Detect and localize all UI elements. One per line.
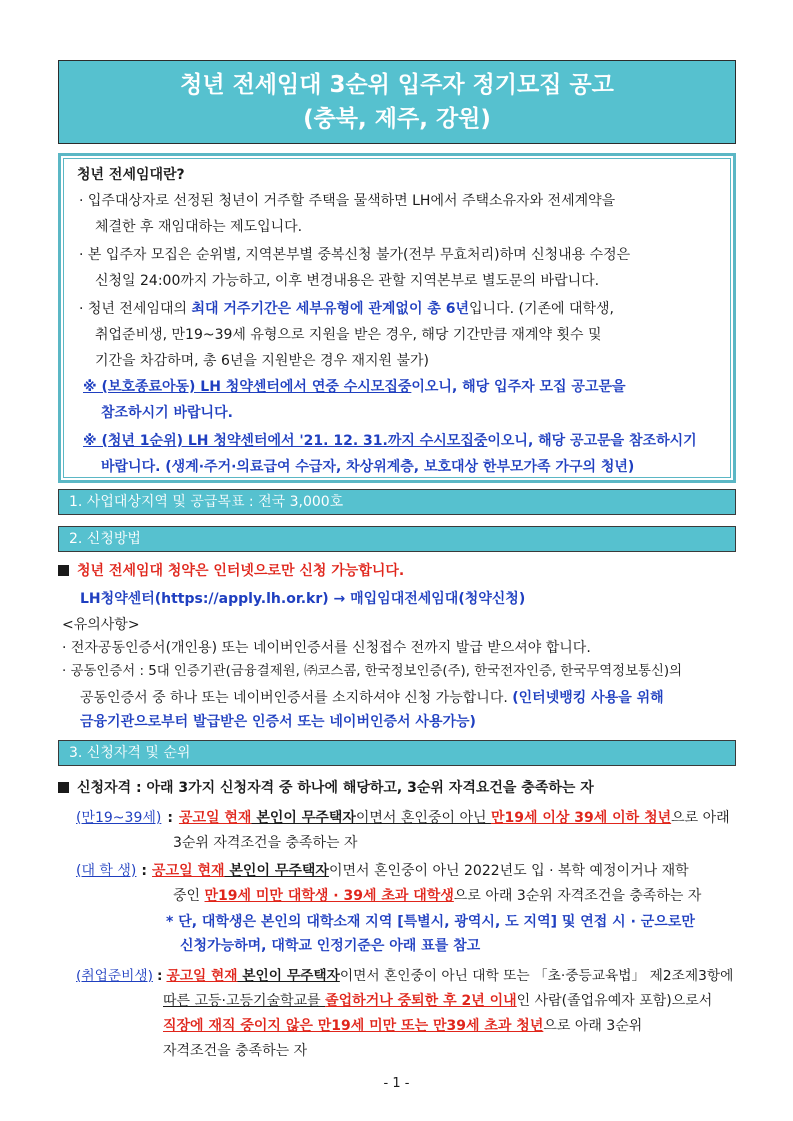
note-2-highlight: (인터넷뱅킹 사용을 위해 [512, 690, 664, 706]
univ-text: 이면서 혼인중이 아닌 2022년도 입 · 복학 예정이거나 재학 [328, 863, 689, 879]
section-2-header: 2. 신청방법 [58, 526, 736, 552]
section-3-bullet [58, 776, 594, 800]
univ-star-line-2: 신청가능하며, 대학교 인정기준은 아래 표를 참고 [180, 938, 481, 954]
intro-p3-prefix: · 청년 전세임대의 [79, 301, 192, 317]
square-bullet-icon [58, 782, 69, 793]
age-row-line-2: 3순위 자격조건을 충족하는 자 [173, 835, 358, 851]
eligibility-summary: 신청자격 : 아래 3가지 신청자격 중 하나에 해당하고, 3순위 자격요건을 충족하는 자 [77, 780, 594, 796]
intro-p1-line-1: · 입주대상자로 선정된 청년이 거주할 주택을 물색하면 LH에서 주택소유자와 전세계약을 [79, 193, 616, 209]
notes-heading: <유의사항> [62, 617, 140, 633]
univ-as-of-notice: 공고일 현재 [152, 863, 225, 879]
section-2-bullet [58, 559, 404, 583]
intro-note-1-line-2: 참조하시기 바랍니다. [101, 405, 233, 421]
max-period-highlight: 최대 거주기간은 세부유형에 관계없이 총 6년 [191, 301, 470, 317]
age-text: 이면서 혼인중이 아닌 [355, 810, 491, 826]
intro-note-2-line-1 [83, 428, 697, 454]
univ-star-line-1: * 단, 대학생은 본인의 대학소재 지역 [특별시, 광역시, 도 지역] 및 연접 시 · 군으로만 [166, 914, 695, 930]
note-1: · 전자공동인증서(개인용) 또는 네이버인증서를 신청접수 전까지 발급 받으셔야 합니다. [62, 640, 591, 656]
univ-l2-suffix: 으로 아래 3순위 자격조건을 충족하는 자 [453, 888, 702, 904]
job-homeless: 본인이 무주택자 [237, 968, 340, 984]
intro-note-2-suffix: 이오니, 해당 공고문을 참조하시기 [487, 433, 697, 449]
intro-note-1 [83, 374, 626, 426]
job-l2-suffix: 인 사람(졸업유예자 포함)으로서 [516, 993, 713, 1009]
job-colon: : [156, 968, 163, 984]
online-only-notice: 청년 전세임대 청약은 인터넷으로만 신청 가능합니다. [77, 563, 405, 579]
intro-note-2-line-2: 바랍니다. (생계·주거·의료급여 수급자, 차상위계층, 보호대상 한부모가족 가구의 청년) [101, 459, 635, 475]
job-l3-suffix: 으로 아래 3순위 [543, 1018, 643, 1034]
intro-heading: 청년 전세임대란? [77, 167, 185, 183]
intro-box [58, 153, 736, 483]
univ-colon: : [141, 863, 148, 879]
note-2-line-2-text: 공동인증서 중 하나 또는 네이버인증서를 소지하셔야 신청 가능합니다. [80, 690, 513, 706]
title-line-1: 청년 전세임대 3순위 입주자 정기모집 공고 [180, 72, 614, 98]
job-row-line-4: 자격조건을 충족하는 자 [163, 1043, 308, 1059]
intro-p1-line-2: 체결한 후 재임대하는 제도입니다. [95, 219, 303, 235]
youth-first-rank-note: ※ (청년 1순위) LH 청약센터에서 '21. 12. 31.까지 수시모집중 [83, 433, 488, 449]
job-graduation-highlight: 졸업하거나 중퇴한 후 2년 이내 [325, 993, 517, 1009]
job-as-of-notice: 공고일 현재 [166, 968, 238, 984]
intro-p2-line-2: 신청일 24:00까지 가능하고, 이후 변경내용은 관할 지역본부로 별도문의 바랍니다. [95, 273, 600, 289]
page-number: - 1 - [383, 1076, 410, 1091]
section-3-header: 3. 신청자격 및 순위 [58, 740, 736, 766]
age-category-label: (만19~39세) [76, 810, 162, 826]
univ-category-label: (대 학 생) [76, 863, 137, 879]
intro-p3-line-1 [79, 296, 614, 322]
job-row-line-1 [76, 964, 733, 988]
protection-ended-children-note: ※ (보호종료아동) LH 청약센터에서 연중 수시모집중 [83, 379, 412, 395]
job-row-line-3 [163, 1014, 642, 1038]
intro-p3-line-3: 기간을 차감하며, 총 6년을 지원받은 경우 재지원 불가) [95, 353, 429, 369]
note-2-line-2 [80, 686, 664, 710]
intro-p3-line-2: 취업준비생, 만19~39세 유형으로 지원을 받은 경우, 해당 기간만큼 재계약 횟수 및 [95, 327, 602, 343]
intro-p2-line-1: · 본 입주자 모집은 순위별, 지역본부별 중복신청 불가(전부 무효처리)하며 신청내용 수정은 [79, 247, 631, 263]
intro-paragraph-2 [79, 242, 630, 294]
age-homeless: 본인이 무주택자 [251, 810, 356, 826]
age-as-of-notice: 공고일 현재 [178, 810, 252, 826]
univ-row-line-2 [173, 884, 701, 908]
intro-p3-suffix: 입니다. (기존에 대학생, [469, 301, 614, 317]
intro-paragraph-3 [79, 296, 614, 374]
title-banner [58, 60, 736, 144]
age-colon: : [167, 810, 173, 826]
intro-note-1-line-1 [83, 374, 626, 400]
age-row-line-1 [76, 806, 730, 830]
univ-homeless: 본인이 무주택자 [224, 863, 329, 879]
note-2-line-1: · 공동인증서 : 5대 인증기관(금융결제원, ㈜코스콤, 한국정보인증(주), 한국전자인증, 한국무역정보통신)의 [62, 664, 683, 679]
application-path-link[interactable]: LH청약센터(https://apply.lh.or.kr) → 매입임대전세임대(청약신청) [80, 591, 526, 607]
intro-note-2 [83, 428, 697, 480]
intro-paragraph-1 [79, 188, 615, 240]
intro-note-1-suffix: 이오니, 해당 입주자 모집 공고문을 [411, 379, 626, 395]
univ-l2-prefix: 중인 [173, 888, 205, 904]
job-row-line-2 [163, 989, 712, 1013]
square-bullet-icon [58, 565, 69, 576]
job-text: 이면서 혼인중이 아닌 대학 또는 「초·중등교육법」 제2조제3항에 [339, 968, 734, 984]
job-not-employed-highlight: 직장에 재직 중이지 않은 만19세 미만 또는 만39세 초과 청년 [163, 1018, 544, 1034]
section-1-header: 1. 사업대상지역 및 공급목표 : 전국 3,000호 [58, 489, 736, 515]
job-category-label: (취업준비생) [76, 968, 153, 984]
title-line-2: (충북, 제주, 강원) [303, 106, 491, 132]
note-2-line-3: 금융기관으로부터 발급받은 인증서 또는 네이버인증서 사용가능) [80, 714, 476, 730]
age-suffix: 으로 아래 [671, 810, 730, 826]
job-l2-prefix: 따른 고등·고등기술학교를 [163, 993, 326, 1009]
age-range-highlight: 만19세 이상 39세 이하 청년 [490, 810, 672, 826]
univ-age-highlight: 만19세 미만 대학생 · 39세 초과 대학생 [204, 888, 454, 904]
univ-row-line-1 [76, 859, 689, 883]
